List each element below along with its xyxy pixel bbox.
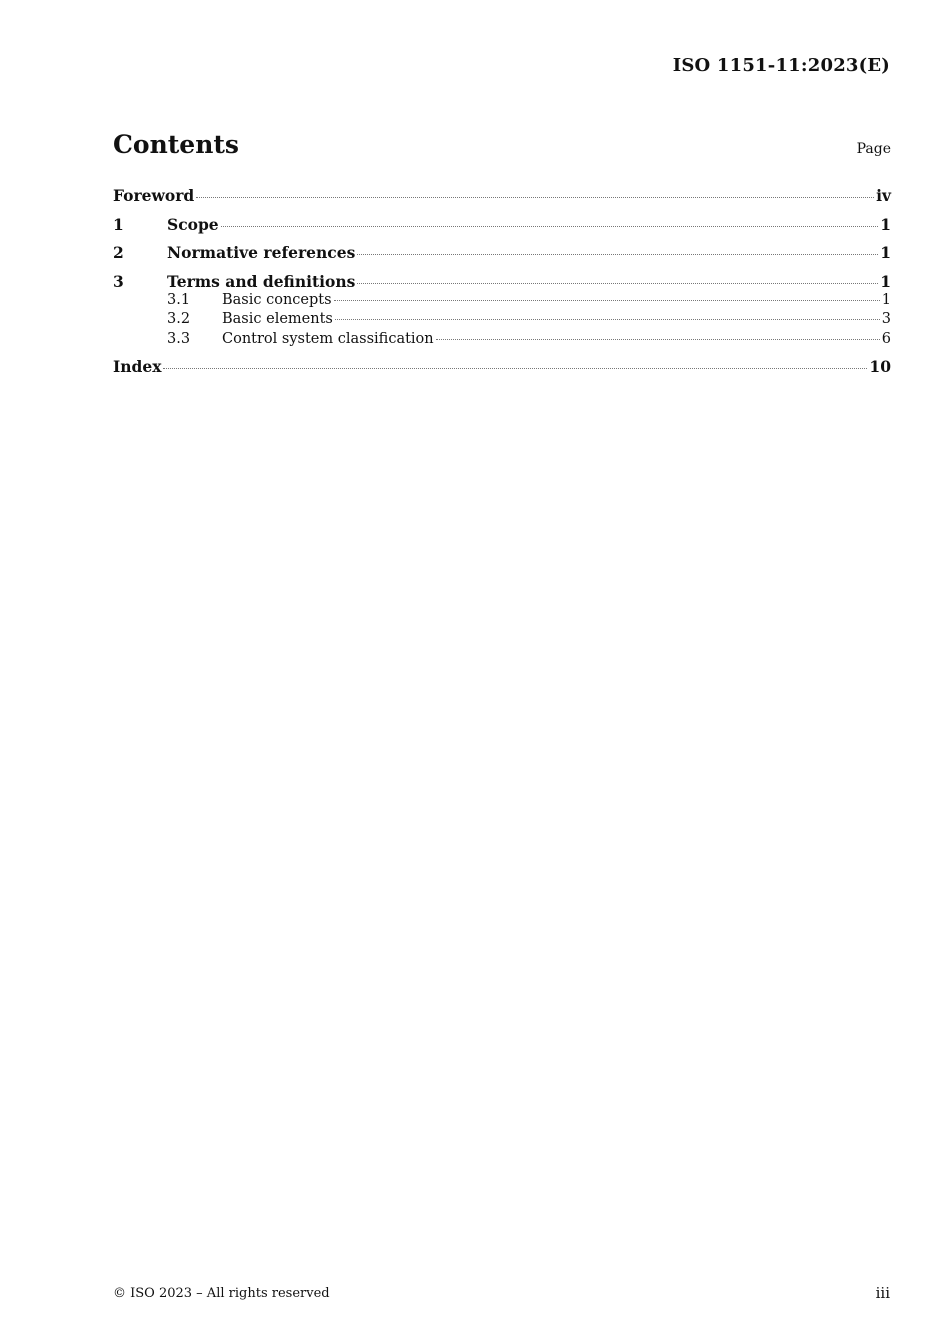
toc-entry-page: iv (876, 186, 891, 205)
toc-entry-page: 1 (880, 243, 891, 262)
toc-entry-number: 2 (113, 243, 124, 262)
toc-entry-basic-elements[interactable] (113, 310, 891, 330)
dot-leader (335, 319, 880, 320)
toc-entry-number: 1 (113, 214, 124, 234)
toc-entry-number: 3.2 (167, 311, 191, 327)
toc-entry-title: Normative references (167, 243, 356, 262)
toc-entry-page: 1 (880, 214, 891, 234)
toc-entry-title: Foreword (113, 186, 195, 205)
toc-entry-title: Control system classification (222, 330, 434, 347)
toc-entry-number: 3.1 (167, 291, 191, 308)
toc-entry-page: 10 (869, 357, 891, 376)
toc-entry-number: 3.3 (167, 330, 191, 347)
toc-entry-control-system-classification[interactable] (113, 330, 891, 350)
toc-entry-scope[interactable] (113, 213, 891, 242)
dot-leader (357, 254, 878, 255)
dot-leader (436, 339, 880, 340)
toc-entry-basic-concepts[interactable] (113, 291, 891, 311)
toc-entry-title: Index (113, 357, 162, 376)
toc-entry-page: 1 (880, 271, 891, 291)
page-number: iii (875, 1284, 890, 1302)
toc-entry-page: 6 (881, 330, 891, 347)
document-identifier: ISO 1151-11:2023(E) (672, 55, 890, 76)
dot-leader (196, 197, 874, 198)
toc-entry-page: 3 (881, 311, 891, 327)
toc-entry-terms-and-definitions[interactable] (113, 270, 891, 291)
table-of-contents (113, 184, 891, 384)
dot-leader (334, 300, 880, 301)
toc-entry-index[interactable] (113, 355, 891, 384)
toc-entry-title: Basic concepts (222, 291, 332, 308)
copyright-notice: © ISO 2023 – All rights reserved (113, 1286, 330, 1301)
toc-entry-title: Terms and definitions (167, 271, 356, 291)
toc-entry-title: Basic elements (222, 311, 333, 327)
toc-entry-page: 1 (881, 291, 891, 308)
toc-entry-normative-references[interactable] (113, 241, 891, 270)
toc-entry-foreword[interactable] (113, 184, 891, 213)
page-column-label: Page (856, 141, 891, 157)
contents-heading: Contents (113, 130, 240, 159)
toc-entry-title: Scope (167, 214, 219, 234)
dot-leader (221, 226, 879, 227)
toc-entry-number: 3 (113, 271, 124, 291)
dot-leader (163, 368, 867, 369)
dot-leader (357, 283, 878, 284)
